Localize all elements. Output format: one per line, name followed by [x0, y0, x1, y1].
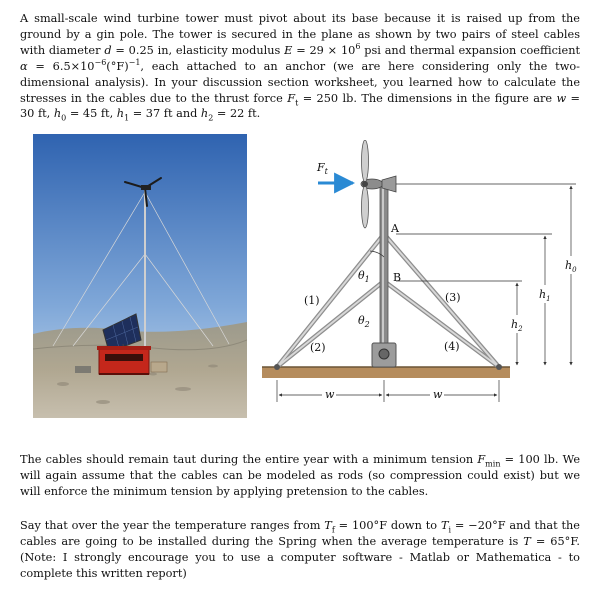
tf-subscript: f — [331, 525, 335, 535]
ti-subscript: i — [448, 525, 452, 535]
w-symbol: w — [556, 91, 567, 105]
h0-value: = 45 ft, — [66, 107, 117, 121]
d-value: = 0.25 in, elasticity modulus — [111, 43, 285, 57]
ft-subscript: t — [295, 97, 299, 107]
w-right-label: w — [433, 388, 443, 401]
e-symbol: E — [284, 43, 293, 57]
tower-diagram-svg — [262, 140, 584, 420]
h2-subscript: 2 — [208, 113, 214, 123]
theta1-label: $\theta_1$ — [358, 269, 370, 284]
h2-symbol: h — [200, 107, 209, 121]
wind-turbine-photo-art — [33, 134, 247, 418]
temperature-text-3: = −20°F and that the cables are going to be installed during the Spring when the average temperature is — [20, 519, 580, 548]
temperature-paragraph — [20, 518, 580, 582]
h1-value: = 37 ft and — [129, 107, 201, 121]
h1-label: $h_1$ — [539, 288, 551, 303]
h0-label: $h_0$ — [565, 259, 577, 274]
cable-4-label: (4) — [444, 340, 460, 353]
temperature-text-4: = 65°F. (Note: I strongly encourage you to use a computer software - Matlab or Mathematica - to complete this written report) — [20, 534, 580, 580]
h2-label: $h_2$ — [511, 318, 523, 333]
tension-paragraph — [20, 452, 580, 500]
h1-symbol: h — [116, 107, 125, 121]
intro-text-2: , each attached to an anchor (we are here considering only the two-dimensional analysis). In your discussion section worksheet, you learned how to calculate the stresses in the cables due to the thrust force — [20, 59, 580, 105]
h2-value: = 22 ft. — [213, 107, 261, 121]
ti-symbol: T — [440, 519, 449, 532]
e-value: = 29 × 10 — [292, 43, 356, 57]
e-unit: psi and thermal expansion coefficient — [360, 43, 581, 57]
pivot-icon — [379, 349, 389, 359]
temperature-text-1: Say that over the year the temperature ranges from — [20, 519, 325, 532]
ft-value: = 250 lb. The dimensions in the figure are — [298, 91, 557, 105]
point-a-label: A — [391, 222, 399, 235]
h0-symbol: h — [53, 107, 62, 121]
e-exponent: 6 — [355, 42, 361, 52]
alpha-symbol: α — [20, 59, 28, 73]
ground — [262, 367, 510, 378]
intro-text-1: A small-scale wind turbine tower must pivot about its base because it is raised up from the ground by a gin pole. The tower is secured in the plane as shown by two pairs of steel cables with diameter — [20, 12, 580, 57]
temperature-text-2: = 100°F down to — [334, 519, 441, 532]
tf-symbol: T — [324, 519, 332, 532]
w-value: = 30 ft, — [20, 91, 581, 121]
alpha-exponent: −6 — [94, 57, 107, 67]
tension-text-2: = 100 lb. We will again assume that the cables can be modeled as rods (so compression could exist) but we will enforce the minimum tension by applying pretension to the cables. — [20, 453, 581, 498]
tower-diagram — [262, 140, 584, 420]
cable-3-label: (3) — [445, 291, 461, 304]
ft-symbol: F — [287, 91, 296, 105]
wind-turbine-photo — [33, 134, 247, 418]
alpha-unit: (°F) — [106, 59, 129, 73]
left-anchor — [274, 364, 280, 370]
force-label: $F_t$ — [317, 161, 328, 176]
alpha-value: = 6.5×10 — [27, 59, 95, 73]
alpha-unit-exponent: −1 — [128, 57, 141, 67]
h1-subscript: 1 — [124, 113, 130, 123]
point-b-label: B — [393, 271, 402, 284]
fmin-subscript: min — [485, 459, 501, 469]
tension-text-1: The cables should remain taut during the entire year with a minimum tension — [20, 453, 478, 466]
cable-2-label: (2) — [310, 341, 326, 354]
d-symbol: d — [104, 43, 112, 57]
w-left-label: w — [325, 388, 335, 401]
cable-1-label: (1) — [304, 294, 320, 307]
t-symbol: T — [523, 534, 531, 548]
right-anchor — [496, 364, 502, 370]
problem-intro-paragraph — [20, 11, 580, 122]
fmin-symbol: F — [477, 453, 486, 466]
theta2-label: $\theta_2$ — [358, 314, 370, 329]
h0-subscript: 0 — [61, 113, 67, 123]
